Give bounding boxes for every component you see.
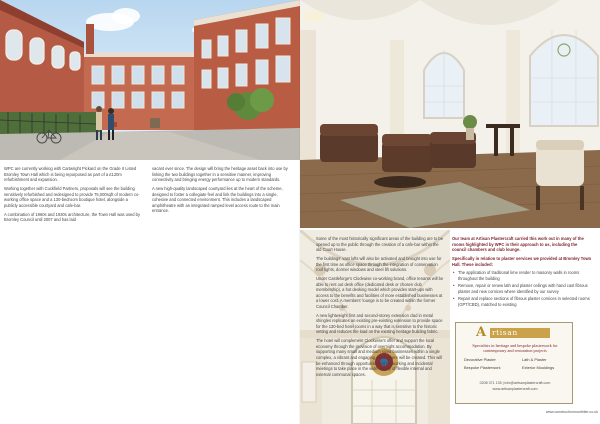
paragraph: A new lightweight first and second-storey extension clad in metal shingles replicates an existing pre-existing extension to provide space for the 130-bed hotel rooms in a way that is sensitive to the historic setting and reduces the load on the existing heritage building fabric. [316,312,443,335]
ad-website-link[interactable]: www.artisanplastercraft.com [492,387,538,391]
paragraph: WPC are currently working with Cartwright Pickard on the Grade II Listed Bromley Town Hall which is being repurposed as part of a £120m refurbishment and expansion. [4,166,137,183]
paragraph: Working together with Cuckfield Partners, proposals will see the building sensitively refurbished and redesigned to provide 75,000sqft of modern co-working office space and a 130-bedroom boutique hotel, alongside a publicly accessible courtyard and cafe-bar. [4,185,140,208]
ad-contact[interactable]: 0208 371 135 | info@artisanplastercraft.com [479,381,551,385]
logo-wordmark: rtisan [490,328,550,338]
list-item: • The application of traditional lime render to masonry walls in rooms throughout the building [452,270,592,281]
ad-services-grid [464,357,566,373]
list-item: • Repair and replace sections of fibrous plaster cornices in selected rooms (GPT/CBD), matched to existing [452,296,592,307]
service-item: Lath & Plaster [522,357,547,362]
courtyard-photo [0,0,300,160]
paragraph: The hotel will complement Clockwise's offer and support the local economy through the provision of overnight accommodation. By supporting many small and medium sized businesses within a single complex, a vibrant and engaging atmosphere will be created. This will be enhanced through opportunities for networking and incidental meetings to take place in the wide variety of flexible internal and external communal spaces. [316,338,442,377]
paragraph: Some of the most historically significant areas of the building are to be opened up to the public through the creation of a cafe-bar within the old Court House. [316,236,443,253]
left-column-1 [4,166,142,226]
services-subhead: Specifically in relation to plaster services we provided at Bromley Town Hall. These included: [452,255,592,267]
footer-url[interactable]: www.constructionmonthlier.co.uk [545,410,598,414]
list-item: • Remove, repair or renew lath and plaster ceilings with hand cast fibrous plaster and new cornices where identified by our survey [452,283,592,294]
courtyard-illustration [0,0,300,160]
lounge-illustration [300,0,600,228]
service-item: Exterior Mouldings [522,365,555,370]
service-item: Bespoke Plasterwork [464,365,501,370]
artisan-advert [455,322,573,404]
lead-paragraph: Our team at Artisan Plastercraft carried this work out in many of the rooms highlighted by WPC in their approach to us, including the council chambers and club lounge. [452,236,584,253]
paragraph: The buildings' vast lofts will also be activated and brought into use for the first time as office space through the integration of conservation roof lights, dormer windows and steel lift solutions. [316,255,442,273]
logo-initial: A [476,325,487,340]
right-column-end [452,236,592,310]
ad-tagline: Specialists in heritage and bespoke plasterwork for contemporary and restoration projects [472,343,558,353]
left-column-2 [152,166,292,217]
artisan-logo [476,326,554,340]
lounge-photo [300,0,600,228]
paragraph: vacant ever since. The design will bring the heritage asset back into use by linking the two buildings together in a sensitive manner, improving connectivity and bringing energy performance up to modern standards. [152,166,288,183]
paragraph: A combination of 1960s and 1930s architecture, the Town Hall was used by Bromley Council until 2007 and has laid [4,211,141,223]
paragraph: Under Castleforge's Clockwise co-working brand, office tenants will be able to rent out desk office (dedicated desk or chosen club membership), a hot desking model which provides start-ups with access to the benefits and facilities of more established businesses at a lower cost. A members' lounge is to be created within the former Council Chamber. [316,275,444,309]
services-list [452,270,592,307]
service-item: Decorative Plaster [464,357,496,362]
paragraph: A new high-quality landscaped courtyard lies at the heart of the scheme, designed to foster a collegiate feel and link the buildings into a single, cohesive and connected environment. This includes a landscaped amphitheatre with an integrated ramped level access route to the main entrance. [152,185,283,214]
right-column-middle [316,236,444,381]
